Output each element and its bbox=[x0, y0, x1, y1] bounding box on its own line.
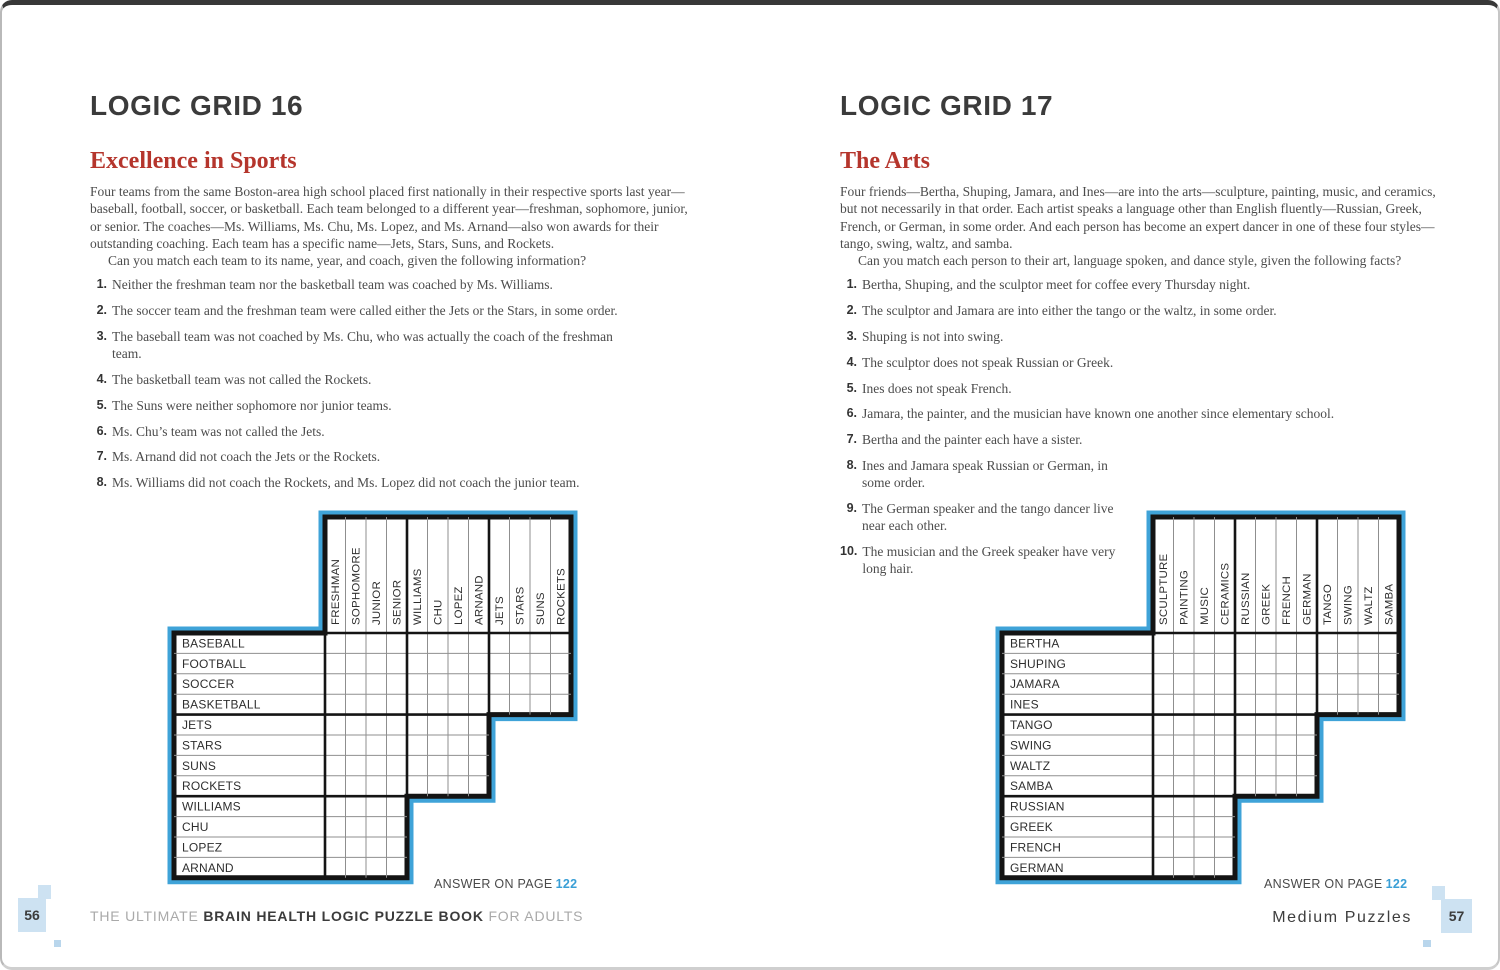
clue-number: 7. bbox=[96, 449, 107, 464]
grid-column-label: CHU bbox=[432, 599, 445, 625]
book-title-footer bbox=[90, 908, 583, 924]
grid-row-label: SAMBA bbox=[1010, 779, 1053, 794]
book-title-pre: THE ULTIMATE bbox=[90, 908, 204, 924]
grid-row-label: STARS bbox=[182, 738, 223, 753]
clue-number: 2. bbox=[846, 303, 857, 318]
clue-item bbox=[90, 474, 694, 492]
clue-text: Neither the freshman team nor the basketball team was coached by Ms. Williams. bbox=[112, 277, 553, 293]
grid-column-label: ARNAND bbox=[473, 575, 486, 625]
puzzle-kicker-16: LOGIC GRID 16 bbox=[90, 90, 304, 121]
answer-page-number: 122 bbox=[1385, 877, 1408, 891]
grid-column-label: JUNIOR bbox=[371, 581, 384, 625]
section-label-footer: Medium Puzzles bbox=[1272, 909, 1412, 926]
grid-row-label: SWING bbox=[1010, 738, 1052, 753]
puzzle-intro-16: Four teams from the same Boston-area high school placed first nationally in their respective sports last year—baseball, football, soccer, or basketball. Each team belonged to a different year—freshman, sophomore, junior, or senior. The coaches—Ms. Williams, Ms. Chu, Ms. Lopez, and Ms. Arnand—also won awards for their outstanding coaching. Each team has a specific name—Jets, Stars, Suns, and Rockets. bbox=[90, 184, 688, 251]
grid-column-label: GREEK bbox=[1260, 583, 1273, 625]
grid-row-label: JAMARA bbox=[1010, 677, 1060, 692]
puzzle-kicker-17: LOGIC GRID 17 bbox=[840, 90, 1054, 121]
grid-black-outline bbox=[1002, 517, 1399, 878]
grid-column-label: PAINTING bbox=[1178, 570, 1191, 625]
answer-reference-16 bbox=[434, 877, 577, 891]
clue-item bbox=[840, 431, 1444, 449]
clue-list-16 bbox=[90, 276, 694, 491]
clue-number: 6. bbox=[846, 406, 857, 421]
grid-row-label: BERTHA bbox=[1010, 636, 1060, 651]
grid-row-label: BASKETBALL bbox=[182, 697, 261, 712]
grid-column-label: LOPEZ bbox=[453, 586, 466, 625]
clue-text: Ms. Chu’s team was not called the Jets. bbox=[112, 423, 325, 439]
clue-item bbox=[90, 423, 694, 441]
clue-text: The sculptor and Jamara are into either the tango or the waltz, in some order. bbox=[862, 303, 1277, 319]
clue-number: 10. bbox=[840, 543, 858, 558]
clue-item bbox=[90, 302, 694, 320]
clue-item bbox=[840, 276, 1444, 294]
decorative-square bbox=[1423, 940, 1431, 947]
clue-number: 5. bbox=[96, 397, 107, 412]
logic-grid-svg bbox=[167, 510, 578, 885]
clue-number: 1. bbox=[846, 277, 857, 292]
grid-row-label: INES bbox=[1010, 697, 1039, 712]
grid-column-label: SUNS bbox=[535, 592, 548, 625]
puzzle-title-16: Excellence in Sports bbox=[90, 148, 297, 174]
puzzle-question-16: Can you match each team to its name, year, and coach, given the following information? bbox=[108, 253, 587, 269]
book-title-main: BRAIN HEALTH LOGIC PUZZLE BOOK bbox=[203, 908, 484, 924]
page-number-left: 56 bbox=[18, 898, 46, 932]
clue-text: Shuping is not into swing. bbox=[862, 329, 1004, 345]
grid-row-label: CHU bbox=[182, 819, 209, 834]
book-title-post: FOR ADULTS bbox=[483, 908, 584, 924]
clue-number: 2. bbox=[96, 303, 107, 318]
clue-number: 7. bbox=[846, 432, 857, 447]
grid-row-label: WILLIAMS bbox=[182, 799, 241, 814]
clue-text: Ms. Arnand did not coach the Jets or the Rockets. bbox=[112, 449, 381, 465]
grid-column-label: SCULPTURE bbox=[1158, 553, 1171, 625]
page-left bbox=[90, 91, 694, 500]
clue-number: 3. bbox=[846, 329, 857, 344]
answer-label: ANSWER ON PAGE bbox=[434, 877, 553, 891]
clue-number: 8. bbox=[846, 458, 857, 473]
puzzle-intro-17: Four friends—Bertha, Shuping, Jamara, and Ines—are into the arts—sculpture, painting, music, and ceramics, but not necessarily in that order. Each artist speaks a language other than English fluently—Russian, Greek, French, or German, in some order. And each person has become an expert dancer in one of these four styles—tango, swing, waltz, and samba. bbox=[840, 184, 1436, 251]
grid-column-label: ROCKETS bbox=[555, 568, 568, 625]
grid-row-label: FOOTBALL bbox=[182, 656, 247, 671]
grid-column-label: SENIOR bbox=[391, 579, 404, 625]
clue-text: The baseball team was not coached by Ms. Chu, who was actually the coach of the freshman team. bbox=[112, 329, 613, 362]
clue-text: Bertha, Shuping, and the sculptor meet for coffee every Thursday night. bbox=[862, 277, 1251, 293]
logic-grid-svg bbox=[995, 510, 1406, 885]
puzzle-question-17: Can you match each person to their art, language spoken, and dance style, given the following facts? bbox=[858, 253, 1402, 269]
grid-column-label: WALTZ bbox=[1363, 586, 1376, 625]
grid-column-label: SAMBA bbox=[1383, 583, 1396, 625]
clue-item bbox=[90, 276, 694, 294]
grid-column-label: TANGO bbox=[1322, 584, 1335, 625]
clue-text: The musician and the Greek speaker have very long hair. bbox=[862, 543, 1116, 577]
clue-text: The German speaker and the tango dancer live near each other. bbox=[862, 500, 1114, 534]
decorative-square bbox=[54, 940, 61, 947]
decorative-square bbox=[38, 885, 51, 899]
clue-text: Ines and Jamara speak Russian or German, in some order. bbox=[862, 458, 1108, 491]
grid-row-label: ARNAND bbox=[182, 860, 234, 875]
clue-text: Bertha and the painter each have a sister. bbox=[862, 432, 1083, 448]
answer-reference-17 bbox=[1264, 877, 1407, 891]
grid-column-label: SWING bbox=[1342, 585, 1355, 625]
grid-row-label: LOPEZ bbox=[182, 840, 223, 855]
grid-column-label: STARS bbox=[514, 586, 527, 625]
grid-row-label: GERMAN bbox=[1010, 860, 1064, 875]
grid-row-label: SUNS bbox=[182, 758, 217, 773]
answer-label: ANSWER ON PAGE bbox=[1264, 877, 1383, 891]
clue-text: The Suns were neither sophomore nor junior teams. bbox=[112, 397, 392, 413]
grid-row-label: TANGO bbox=[1010, 717, 1053, 732]
clue-number: 8. bbox=[96, 475, 107, 490]
clue-item bbox=[90, 448, 694, 466]
grid-column-label: RUSSIAN bbox=[1240, 572, 1253, 625]
grid-row-label: SHUPING bbox=[1010, 656, 1067, 671]
clue-text: Jamara, the painter, and the musician have known one another since elementary school. bbox=[862, 406, 1335, 422]
decorative-square bbox=[1432, 886, 1445, 900]
clue-text: The soccer team and the freshman team were called either the Jets or the Stars, in some order. bbox=[112, 303, 618, 319]
clue-text: The sculptor does not speak Russian or Greek. bbox=[862, 354, 1114, 370]
answer-page-number: 122 bbox=[555, 877, 578, 891]
logic-grid-17 bbox=[995, 510, 1406, 885]
grid-row-label: BASEBALL bbox=[182, 636, 245, 651]
grid-column-label: WILLIAMS bbox=[412, 568, 425, 625]
clue-item bbox=[840, 354, 1444, 372]
clue-item bbox=[840, 380, 1444, 398]
clue-number: 1. bbox=[96, 277, 107, 292]
grid-row-label: WALTZ bbox=[1010, 758, 1051, 773]
logic-grid-16 bbox=[167, 510, 578, 885]
grid-row-label: ROCKETS bbox=[182, 779, 242, 794]
grid-column-label: GERMAN bbox=[1301, 573, 1314, 625]
grid-column-label: MUSIC bbox=[1199, 586, 1212, 625]
page-number-right: 57 bbox=[1441, 899, 1472, 933]
clue-number: 6. bbox=[96, 423, 107, 438]
clue-text: The basketball team was not called the Rockets. bbox=[112, 371, 372, 387]
clue-item bbox=[90, 371, 694, 389]
clue-number: 5. bbox=[846, 380, 857, 395]
grid-column-label: JETS bbox=[494, 596, 507, 625]
grid-row-label: RUSSIAN bbox=[1010, 799, 1065, 814]
clue-item bbox=[840, 457, 1444, 492]
clue-number: 9. bbox=[846, 500, 857, 515]
clue-item bbox=[840, 302, 1444, 320]
clue-number: 3. bbox=[96, 329, 107, 344]
clue-text: Ms. Williams did not coach the Rockets, and Ms. Lopez did not coach the junior team. bbox=[112, 475, 580, 491]
clue-item bbox=[840, 405, 1444, 423]
grid-column-label: CERAMICS bbox=[1219, 562, 1232, 625]
clue-item bbox=[840, 328, 1444, 346]
clue-item bbox=[90, 328, 694, 363]
clue-number: 4. bbox=[846, 354, 857, 369]
grid-column-label: FRENCH bbox=[1281, 575, 1294, 625]
grid-column-label: SOPHOMORE bbox=[350, 547, 363, 625]
grid-row-label: GREEK bbox=[1010, 819, 1053, 834]
grid-row-label: SOCCER bbox=[182, 677, 235, 692]
grid-row-label: FRENCH bbox=[1010, 840, 1062, 855]
puzzle-title-17: The Arts bbox=[840, 148, 930, 174]
grid-row-label: JETS bbox=[182, 717, 213, 732]
clue-item bbox=[90, 397, 694, 415]
clue-text: Ines does not speak French. bbox=[862, 380, 1012, 396]
clue-number: 4. bbox=[96, 371, 107, 386]
grid-column-label: FRESHMAN bbox=[330, 558, 343, 625]
